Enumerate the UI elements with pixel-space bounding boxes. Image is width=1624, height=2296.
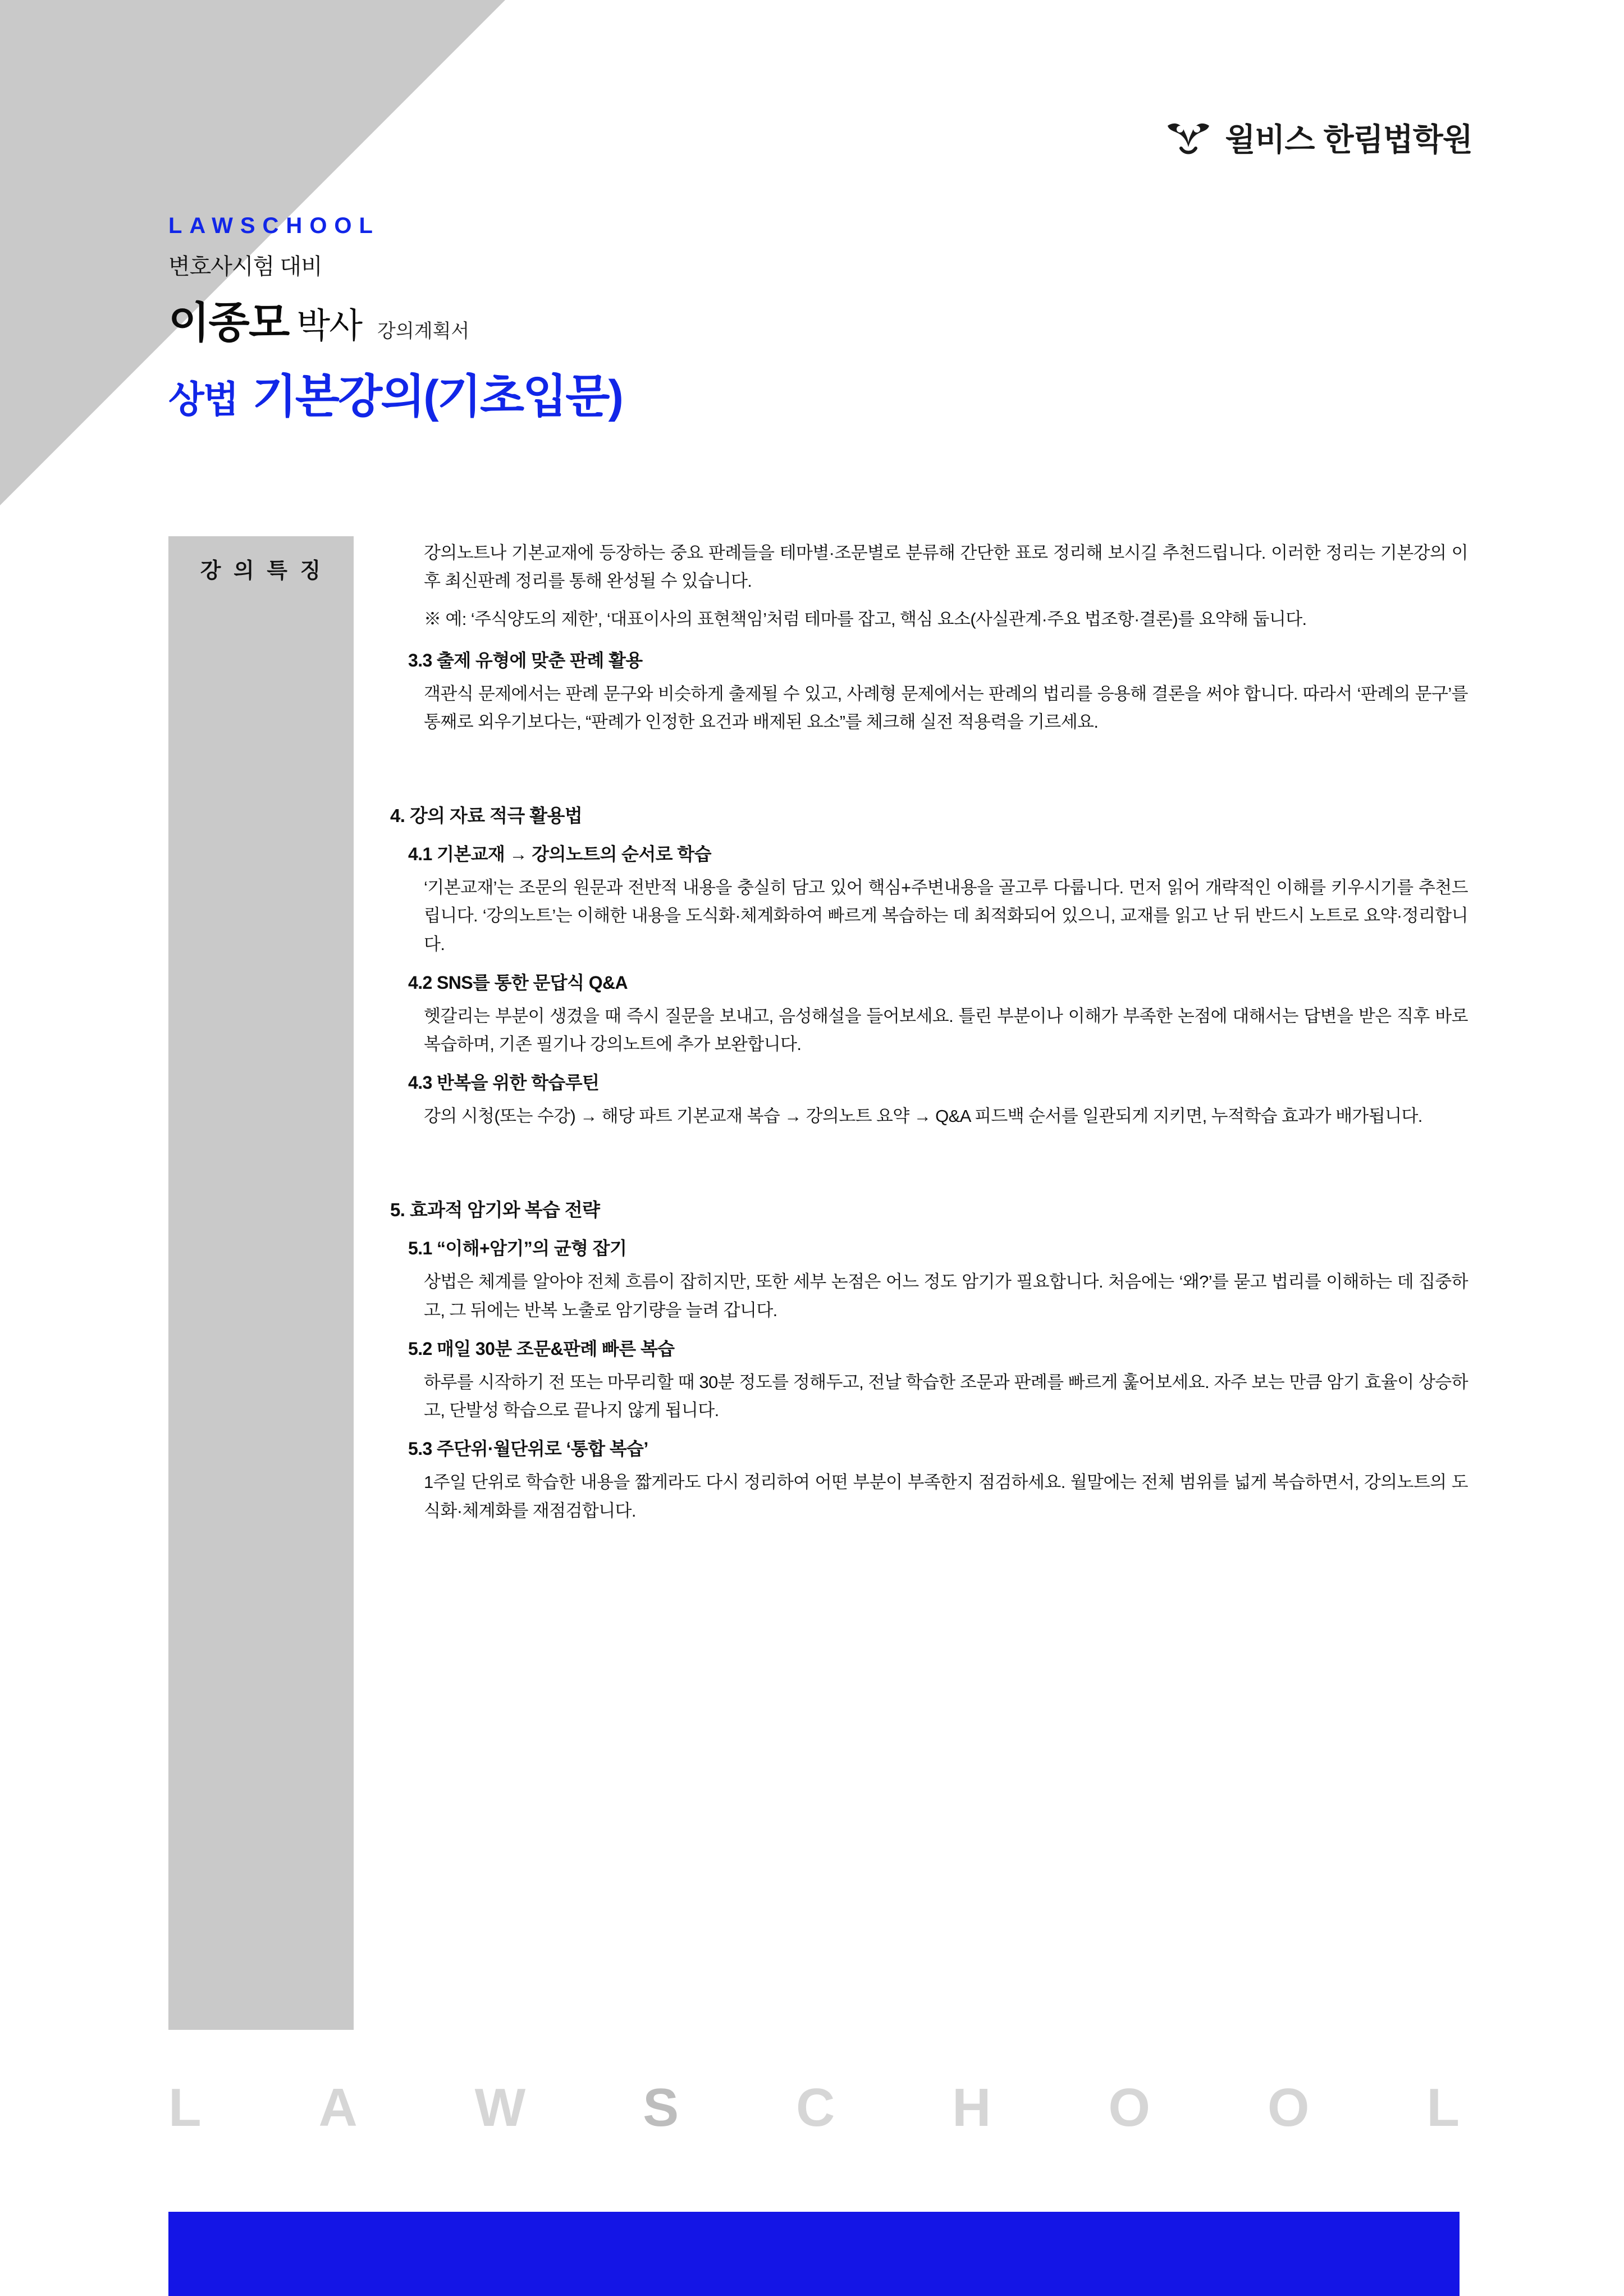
watermark-letter: O xyxy=(1267,2078,1310,2138)
instructor-row xyxy=(168,289,1179,350)
paragraph-4-2: 헷갈리는 부분이 생겼을 때 즉시 질문을 보내고, 음성해설을 들어보세요. 틀린 부분이나 이해가 부족한 논점에 대해서는 답변을 받은 직후 바로 복습하며, 기존 필기나 강의노트에 추가 보완합니다. xyxy=(424,1006,1468,1054)
section-gap xyxy=(424,746,1468,775)
watermark-letter: C xyxy=(795,2078,835,2138)
paragraph-case-table: 강의노트나 기본교재에 등장하는 중요 판례들을 테마별·조문별로 분류해 간단한 표로 정리해 보시길 추천드립니다. 이러한 정리는 기본강의 이후 최신판례 정리를 통해 완성될 수 있습니다. xyxy=(424,543,1468,591)
paragraph-example-note: ※ 예: ‘주식양도의 제한’, ‘대표이사의 표현책임’처럼 테마를 잡고, 핵심 요소(사실관계·주요 법조항·결론)를 요약해 둡니다. xyxy=(424,609,1307,629)
course-subject: 상법 xyxy=(168,378,238,420)
course-name: 기본강의(기초입문) xyxy=(252,371,622,422)
watermark-letter: L xyxy=(1426,2078,1460,2138)
instructor-title: 박사 xyxy=(296,307,362,345)
heading-4-3: 4.3 반복을 위한 학습루틴 xyxy=(408,1072,600,1093)
watermark-letter: W xyxy=(474,2078,526,2138)
paragraph-5-3: 1주일 단위로 학습한 내용을 짧게라도 다시 정리하여 어떤 부분이 부족한지 점검하세요. 월말에는 전체 범위를 넓게 복습하면서, 강의노트의 도식화·체계화를 재점검합니다. xyxy=(424,1472,1468,1521)
heading-5: 5. 효과적 암기와 복습 전략 xyxy=(390,1199,600,1221)
paragraph-4-3: 강의 시청(또는 수강) → 해당 파트 기본교재 복습 → 강의노트 요약 → Q&A 피드백 순서를 일관되게 지키면, 누적학습 효과가 배가됩니다. xyxy=(424,1106,1422,1126)
title-block xyxy=(168,213,1179,426)
watermark-letter: S xyxy=(643,2078,679,2138)
exam-subtitle: 변호사시험 대비 xyxy=(168,254,322,279)
section-gap-2 xyxy=(424,1140,1468,1170)
document-type-label: 강의계획서 xyxy=(377,321,470,342)
paragraph-3-3: 객관식 문제에서는 판례 문구와 비슷하게 출제될 수 있고, 사례형 문제에서는 판례의 법리를 응용해 결론을 써야 합니다. 따라서 ‘판례의 문구’를 통째로 외우기보다는, “판례가 인정한 요건과 배제된 요소”를 체크해 실전 적용력을 기르세요. xyxy=(424,683,1468,732)
brand-name xyxy=(1225,115,1472,160)
main-content xyxy=(390,539,1468,1535)
brand-name-part2: 한림법학원 xyxy=(1323,122,1472,157)
sidebar-band xyxy=(168,536,354,2030)
watermark-letter: A xyxy=(318,2078,358,2138)
watermark-letter: H xyxy=(952,2078,991,2138)
paragraph-4-1: ‘기본교재’는 조문의 원문과 전반적 내용을 충실히 담고 있어 핵심+주변내용을 골고루 다룹니다. 먼저 읽어 개략적인 이해를 키우시기를 추천드립니다. ‘강의노트’는 이해한 내용을 도식화·체계화하여 빠르게 복습하는 데 최적화되어 있으니, 교재를 읽고 난 뒤 반드시 노트로 요약·정리합니다. xyxy=(424,878,1468,954)
heading-4: 4. 강의 자료 적극 활용법 xyxy=(390,805,583,827)
paragraph-5-1: 상법은 체계를 알아야 전체 흐름이 잡히지만, 또한 세부 논점은 어느 정도 암기가 필요합니다. 처음에는 ‘왜?’를 묻고 법리를 이해하는 데 집중하고, 그 뒤에는 반복 노출로 암기량을 늘려 갑니다. xyxy=(424,1272,1468,1320)
instructor-name: 이종모 xyxy=(168,299,289,347)
heading-4-1: 4.1 기본교재 → 강의노트의 순서로 학습 xyxy=(408,844,711,865)
paragraph-5-2: 하루를 시작하기 전 또는 마무리할 때 30분 정도를 정해두고, 전날 학습한 조문과 판례를 빠르게 훑어보세요. 자주 보는 만큼 암기 효율이 상승하고, 단발성 학습으로 끝나지 않게 됩니다. xyxy=(424,1372,1468,1421)
watermark-letter: L xyxy=(168,2078,202,2138)
brand-logo xyxy=(1164,115,1472,160)
heading-5-2: 5.2 매일 30분 조문&판례 빠른 복습 xyxy=(408,1338,675,1359)
wolbis-mark-icon xyxy=(1164,118,1213,157)
heading-4-2: 4.2 SNS를 통한 문답식 Q&A xyxy=(408,972,628,993)
watermark-letter: O xyxy=(1108,2078,1150,2138)
heading-5-3: 5.3 주단위·월단위로 ‘통합 복습’ xyxy=(408,1439,648,1459)
brand-name-part1: 윌비스 xyxy=(1225,122,1315,157)
watermark-lawschool xyxy=(168,2077,1460,2139)
heading-5-1: 5.1 “이해+암기”의 균형 잡기 xyxy=(408,1238,627,1259)
course-row xyxy=(168,360,1179,426)
sidebar-tag-label: 강 의 특 징 xyxy=(200,559,324,583)
heading-3-3: 3.3 출제 유형에 맞춘 판례 활용 xyxy=(408,650,643,670)
kicker-lawschool: LAWSCHOOL xyxy=(168,213,380,238)
bottom-blue-bar xyxy=(168,2212,1460,2296)
